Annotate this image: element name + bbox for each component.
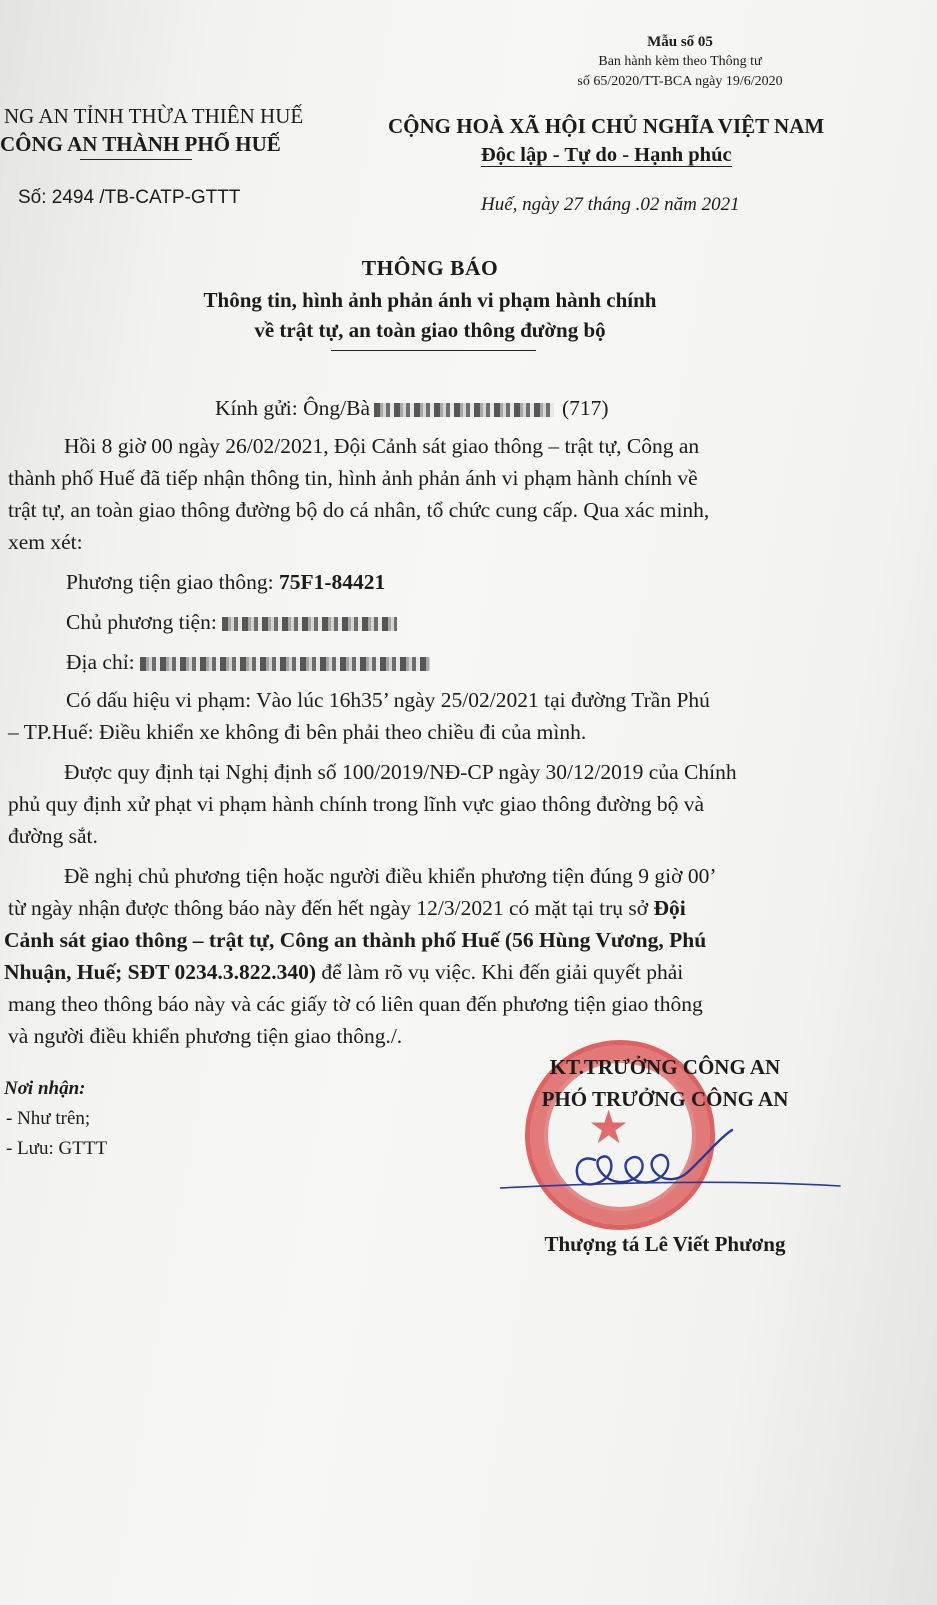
body-p3-line1: Được quy định tại Nghị định số 100/2019/NĐ-CP ngày 30/12/2019 của Chính [64,760,737,784]
violation-line2: – TP.Huế: Điều khiển xe không đi bên phải theo chiều đi của mình. [8,720,587,744]
body-p4-line6: và người điều khiển phương tiện giao thông./. [8,1024,403,1048]
vehicle-plate: 75F1-84421 [278,570,386,594]
recipient-item-1: - Như trên; [6,1108,91,1129]
recipient-item-2: - Lưu: GTTT [6,1138,108,1159]
body-p3-line3: đường sắt. [8,824,98,848]
body-p4-line2: từ ngày nhận được thông báo này đến hết ngày 12/3/2021 có mặt tại trụ sở Đội [8,896,686,920]
body-p1-line1: Hồi 8 giờ 00 ngày 26/02/2021, Đội Cảnh sát giao thông – trật tự, Công an [64,434,700,458]
body-p1-line4: xem xét: [8,530,83,554]
document-subtitle-2: về trật tự, an toàn giao thông đường bộ [254,318,606,342]
body-p1-line3: trật tự, an toàn giao thông đường bộ do cá nhân, tổ chức cung cấp. Qua xác minh, [8,498,710,522]
agency-unit: CÔNG AN THÀNH PHỐ HUẾ [0,132,281,156]
nation-motto: Độc lập - Tự do - Hạnh phúc [481,144,732,166]
agency-underline [80,159,192,160]
address-line: Địa chỉ: [66,646,430,678]
sign-title-line2: PHÓ TRƯỞNG CÔNG AN [541,1087,789,1111]
violation-line1: Có dấu hiệu vi phạm: Vào lúc 16h35’ ngày 25/02/2021 tại đường Trần Phú [66,688,710,712]
document-title: THÔNG BÁO [361,256,499,280]
document-subtitle-1: Thông tin, hình ảnh phản ánh vi phạm hành chính [203,288,657,312]
form-issued-with: Ban hành kèm theo Thông tư [598,54,762,69]
owner-line: Chủ phương tiện: [66,606,397,638]
redacted-owner-name [222,617,397,631]
nation-name: CỘNG HOÀ XÃ HỘI CHỦ NGHĨA VIỆT NAM [388,114,825,138]
body-p1-line2: thành phố Huế đã tiếp nhận thông tin, hình ảnh phản ánh vi phạm hành chính về [8,466,698,490]
title-underline [331,350,536,351]
body-p3-line2: phủ quy định xử phạt vi phạm hành chính trong lĩnh vực giao thông đường bộ và [8,792,705,816]
document-date: Huế, ngày 27 tháng .02 năm 2021 [481,194,740,215]
redacted-recipient-name [374,403,554,417]
form-circular: số 65/2020/TT-BCA ngày 19/6/2020 [577,74,783,89]
handwritten-signature [500,1120,860,1210]
body-p4-line3: Cảnh sát giao thông – trật tự, Công an thành phố Huế (56 Hùng Vương, Phú [4,928,707,952]
signer-name: Thượng tá Lê Viết Phương [544,1232,786,1256]
recipients-label: Nơi nhận: [4,1078,86,1099]
agency-parent: NG AN TỈNH THỪA THIÊN HUẾ [4,104,304,128]
body-p4-line1: Đề nghị chủ phương tiện hoặc người điều khiển phương tiện đúng 9 giờ 00’ [64,864,717,888]
seal-star-icon: ★ [588,1102,630,1153]
recipient-line: Kính gửi: Ông/Bà (717) [215,396,609,420]
doc-number: Số: 2494 /TB-CATP-GTTT [18,187,241,208]
sign-title-line1: KT.TRƯỞNG CÔNG AN [549,1055,781,1079]
body-p4-line5: mang theo thông báo này và các giấy tờ có liên quan đến phương tiện giao thông [8,992,703,1016]
body-p4-line4: Nhuận, Huế; SĐT 0234.3.822.340) để làm rõ vụ việc. Khi đến giải quyết phải [4,960,684,984]
form-number: Mẫu số 05 [647,34,713,50]
vehicle-line: Phương tiện giao thông: 75F1-84421 [66,570,386,594]
redacted-address [140,657,430,671]
